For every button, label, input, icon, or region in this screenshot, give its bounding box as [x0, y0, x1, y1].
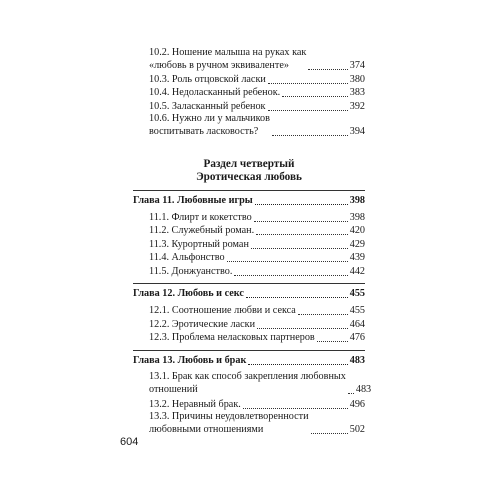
toc-page-number: 496: [349, 398, 365, 410]
toc-entry-title-line: 10.6. Нужно ли у мальчиков: [149, 113, 270, 124]
dot-leader: [268, 100, 348, 111]
toc-entry-13-3: [149, 411, 365, 436]
toc-chapter-11: [133, 194, 365, 207]
dot-leader: [256, 224, 348, 235]
toc-entry-12-1: [149, 304, 365, 317]
dot-leader: [268, 73, 348, 84]
toc-entry-10-4: [149, 86, 365, 99]
toc-entry-title: 11.4. Альфонство: [149, 251, 225, 263]
dot-leader: [254, 211, 348, 222]
dot-leader: [308, 59, 347, 70]
toc-entry-13-1: [149, 371, 372, 396]
toc-entry-13-2: [149, 398, 365, 411]
toc-entry-11-1: [149, 211, 365, 224]
dot-leader: [248, 354, 347, 365]
chapter-divider-rule: [133, 350, 365, 351]
toc-page-number: 442: [349, 265, 365, 277]
toc-entry-10-6: [149, 113, 365, 138]
toc-entry-title-line: «любовь в ручном эквиваленте»: [149, 59, 289, 71]
toc-page-number: 420: [349, 224, 365, 236]
toc-entry-11-5: [149, 265, 365, 278]
toc-entry-title-line: 10.3. Роль отцовской ласки: [149, 73, 266, 85]
toc-entry-title: 11.2. Служебный роман.: [149, 224, 255, 236]
toc-chapter-13: [133, 354, 365, 367]
toc-page-number: 398: [349, 194, 365, 206]
toc-chapter-title: Глава 11. Любовные игры: [133, 194, 253, 206]
toc-page-number: 455: [349, 304, 365, 316]
toc-page-number: 483: [349, 354, 365, 366]
toc-page-number: 464: [349, 318, 365, 330]
toc-page-number: 476: [349, 331, 365, 343]
toc-entry-title-line: отношений: [149, 383, 198, 395]
toc-entry-title-line: 10.4. Недоласканный ребенок.: [149, 86, 281, 98]
toc-entry-title: 11.5. Донжуанство.: [149, 265, 233, 277]
toc-entry-title: 13.2. Неравный брак.: [149, 398, 241, 410]
dot-leader: [282, 86, 347, 97]
toc-page-number: 392: [349, 100, 365, 112]
dot-leader: [257, 318, 348, 329]
dot-leader: [243, 398, 348, 409]
toc-page-number: 380: [349, 73, 365, 85]
dot-leader: [272, 125, 348, 136]
toc-page-number: 429: [349, 238, 365, 250]
dot-leader: [234, 265, 347, 276]
toc-entry-title-line: воспитывать ласковость?: [149, 125, 259, 137]
chapter-divider-rule: [133, 283, 365, 284]
dot-leader: [251, 238, 348, 249]
dot-leader: [317, 331, 348, 342]
toc-page-number: 502: [349, 423, 365, 435]
toc-entry-10-2: [149, 47, 365, 72]
toc-page-number: 394: [349, 125, 365, 137]
dot-leader: [246, 287, 348, 298]
toc-entry-title: 11.1. Флирт и кокетство: [149, 211, 252, 223]
toc-entry-12-3: [149, 331, 365, 344]
toc-entry-title-line: 13.1. Брак как способ закрепления любовных: [149, 371, 346, 382]
toc-page-number: 383: [349, 86, 365, 98]
toc-chapter-title: Глава 13. Любовь и брак: [133, 354, 247, 366]
section-heading-line2: Эротическая любовь: [196, 171, 302, 183]
toc-entry-10-5: [149, 100, 365, 113]
toc-page-number: 374: [349, 59, 365, 71]
toc-entry-title-line: любовными отношениями: [149, 423, 264, 435]
page-number-folio: 604: [120, 436, 139, 448]
toc-entry-11-3: [149, 238, 365, 251]
toc-entry-title-line: 13.3. Причины неудовлетворенности: [149, 411, 309, 422]
toc-chapter-12: [133, 287, 365, 300]
toc-entry-10-3: [149, 73, 365, 86]
toc-entry-title: 12.3. Проблема неласковых партнеров: [149, 331, 315, 343]
dot-leader: [298, 304, 348, 315]
toc-page-number: 439: [349, 251, 365, 263]
toc-entry-title-line: 10.5. Заласканный ребенок: [149, 100, 266, 112]
toc-entry-title: 11.3. Курортный роман: [149, 238, 249, 250]
toc-entry-title-line: 10.2. Ношение малыша на руках как: [149, 47, 307, 58]
chapter-divider-rule: [133, 190, 365, 191]
dot-leader: [348, 383, 354, 394]
toc-entry-11-2: [149, 224, 365, 237]
dot-leader: [311, 423, 348, 434]
toc-page-number: 455: [349, 287, 365, 299]
dot-leader: [255, 194, 348, 205]
toc-page-number: 483: [355, 383, 372, 395]
section-heading-line1: Раздел четвертый: [203, 158, 295, 170]
toc-chapter-title: Глава 12. Любовь и секс: [133, 287, 244, 299]
toc-entry-title: 12.1. Соотношение любви и секса: [149, 304, 296, 316]
toc-entry-11-4: [149, 251, 365, 264]
dot-leader: [227, 251, 348, 262]
toc-page-number: 398: [349, 211, 365, 223]
toc-entry-title: 12.2. Эротические ласки: [149, 318, 256, 330]
toc-entry-12-2: [149, 318, 365, 331]
